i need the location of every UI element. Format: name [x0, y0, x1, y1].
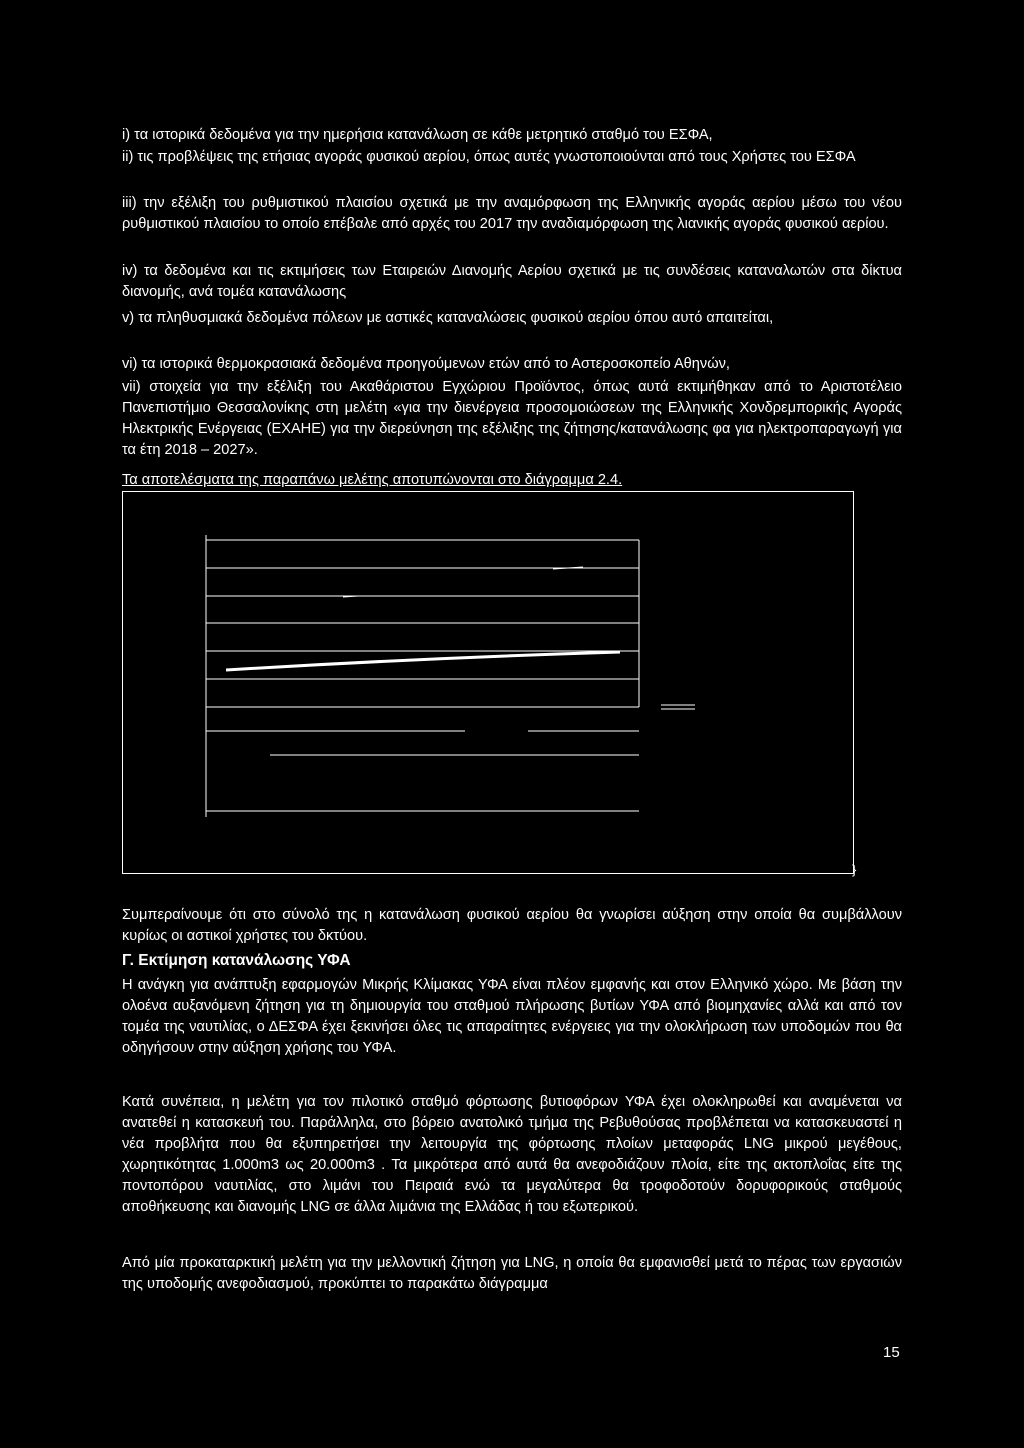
conclusion-paragraph: Συμπεραίνουμε ότι στο σύνολό της η κατανάλωση φυσικού αερίου θα γνωρίσει αύξηση στην οποία θα συμβάλλουν κυρίως οι αστικοί χρήστες του δκτύου.	[122, 907, 902, 944]
list-item-vi: vi) τα ιστορικά θερμοκρασιακά δεδομένα προηγούμενων ετών από το Αστεροσκοπείο Αθηνών,	[122, 356, 730, 372]
diagram-graphic	[123, 492, 855, 875]
list-item-v: v) τα πληθυσμιακά δεδομένα πόλεων με αστικές καταναλώσεις φυσικού αερίου όπου αυτό απαιτείται,	[122, 310, 774, 326]
chart-corner-marker: }	[852, 862, 857, 877]
diagram-2-4	[122, 491, 854, 874]
section-heading: Γ. Εκτίμηση κατανάλωσης ΥΦΑ	[122, 952, 351, 969]
page-number: 15	[883, 1344, 900, 1361]
list-item-iv: iv) τα δεδομένα και τις εκτιμήσεις των Εταιρειών Διανομής Αερίου σχετικά με τις συνδέσεις καταναλωτών στα δίκτυα διανομής, ανά τομέα κατανάλωσης	[122, 263, 902, 300]
list-item-ii: ii) τις προβλέψεις της ετήσιας αγοράς φυσικού αερίου, όπως αυτές γνωστοποιούνται από τους Χρήστες του ΕΣΦΑ	[122, 149, 856, 165]
section-paragraph-2: Κατά συνέπεια, η μελέτη για τον πιλοτικό σταθμό φόρτωσης βυτιοφόρων ΥΦΑ έχει ολοκληρωθεί και αναμένεται να ανατεθεί η κατασκευή του. Παράλληλα, στο βόρειο ανατολικό τμήμα της Ρεβυθούσας προβλέπεται να κατασκευαστεί η νέα προβλήτα που θα εξυπηρετήσει την λειτουργία της φόρτωσης πλοίων μεταφοράς LNG μικρού μεγέθους, χωρητικότητας 1.000m3 ως 20.000m3 . Τα μικρότερα από αυτά θα ανεφοδιάζουν πλοία, είτε της ακτοπλοΐας είτε της ποντοπόρου ναυτιλίας, στο λιμάνι του Πειραιά ενώ τα μεγαλύτερα θα τροφοδοτούν δορυφορικούς σταθμούς αποθήκευσης και διανομής LNG σε άλλα λιμάνια της Ελλάδας ή του εξωτερικού.	[122, 1094, 902, 1215]
chart-caption: Τα αποτελέσματα της παραπάνω μελέτης αποτυπώνονται στο διάγραμμα 2.4.	[122, 472, 623, 488]
list-item-iii: iii) την εξέλιξη του ρυθμιστικού πλαισίου σχετικά με την αναμόρφωση της Ελληνικής αγοράς αερίου μέσω του νέου ρυθμιστικού πλαισίου το οποίο επέβαλε από αρχές του 2017 την αναδιαμόρφωση της λιανικής αγοράς φυσικού αερίου.	[122, 195, 902, 232]
section-paragraph-1: Η ανάγκη για ανάπτυξη εφαρμογών Μικρής Κλίμακας ΥΦΑ είναι πλέον εμφανής και στον Ελληνικό χώρο. Με βάση την ολοένα αυξανόμενη ζήτηση για τη δημιουργία του σταθμού πλήρωσης βυτίων ΥΦΑ από βιομηχανίες αλλά και από τον τομέα της ναυτιλίας, ο ΔΕΣΦΑ έχει ξεκινήσει όλες τις απαραίτητες ενέργειες για την ολοκλήρωση των υποδομών που θα οδηγήσουν στην αύξηση χρήσης του ΥΦΑ.	[122, 977, 902, 1056]
list-item-vii: vii) στοιχεία για την εξέλιξη του Ακαθάριστου Εγχώριου Προϊόντος, όπως αυτά εκτιμήθηκαν από το Αριστοτέλειο Πανεπιστήμιο Θεσσαλονίκης στη μελέτη «για την διενέργεια προσομοιώσεων της Ελληνικής Χονδρεμπορικής Αγοράς Ηλεκτρικής Ενέργειας (ΕΧΑΗΕ) για την διερεύνηση της εξέλιξης της ζήτησης/κατανάλωσης φα για ηλεκτροπαραγωγή για τα έτη 2018 – 2027».	[122, 379, 902, 458]
section-paragraph-3: Από μία προκαταρκτική μελέτη για την μελλοντική ζήτηση για LNG, η οποία θα εμφανισθεί μετά το πέρας των εργασιών της υποδομής ανεφοδιασμού, προκύπτει το παρακάτω διάγραμμα	[122, 1255, 902, 1292]
chart-series-line	[226, 652, 620, 670]
list-item-i: i) τα ιστορικά δεδομένα για την ημερήσια κατανάλωση σε κάθε μετρητικό σταθμό του ΕΣΦΑ,	[122, 127, 713, 143]
